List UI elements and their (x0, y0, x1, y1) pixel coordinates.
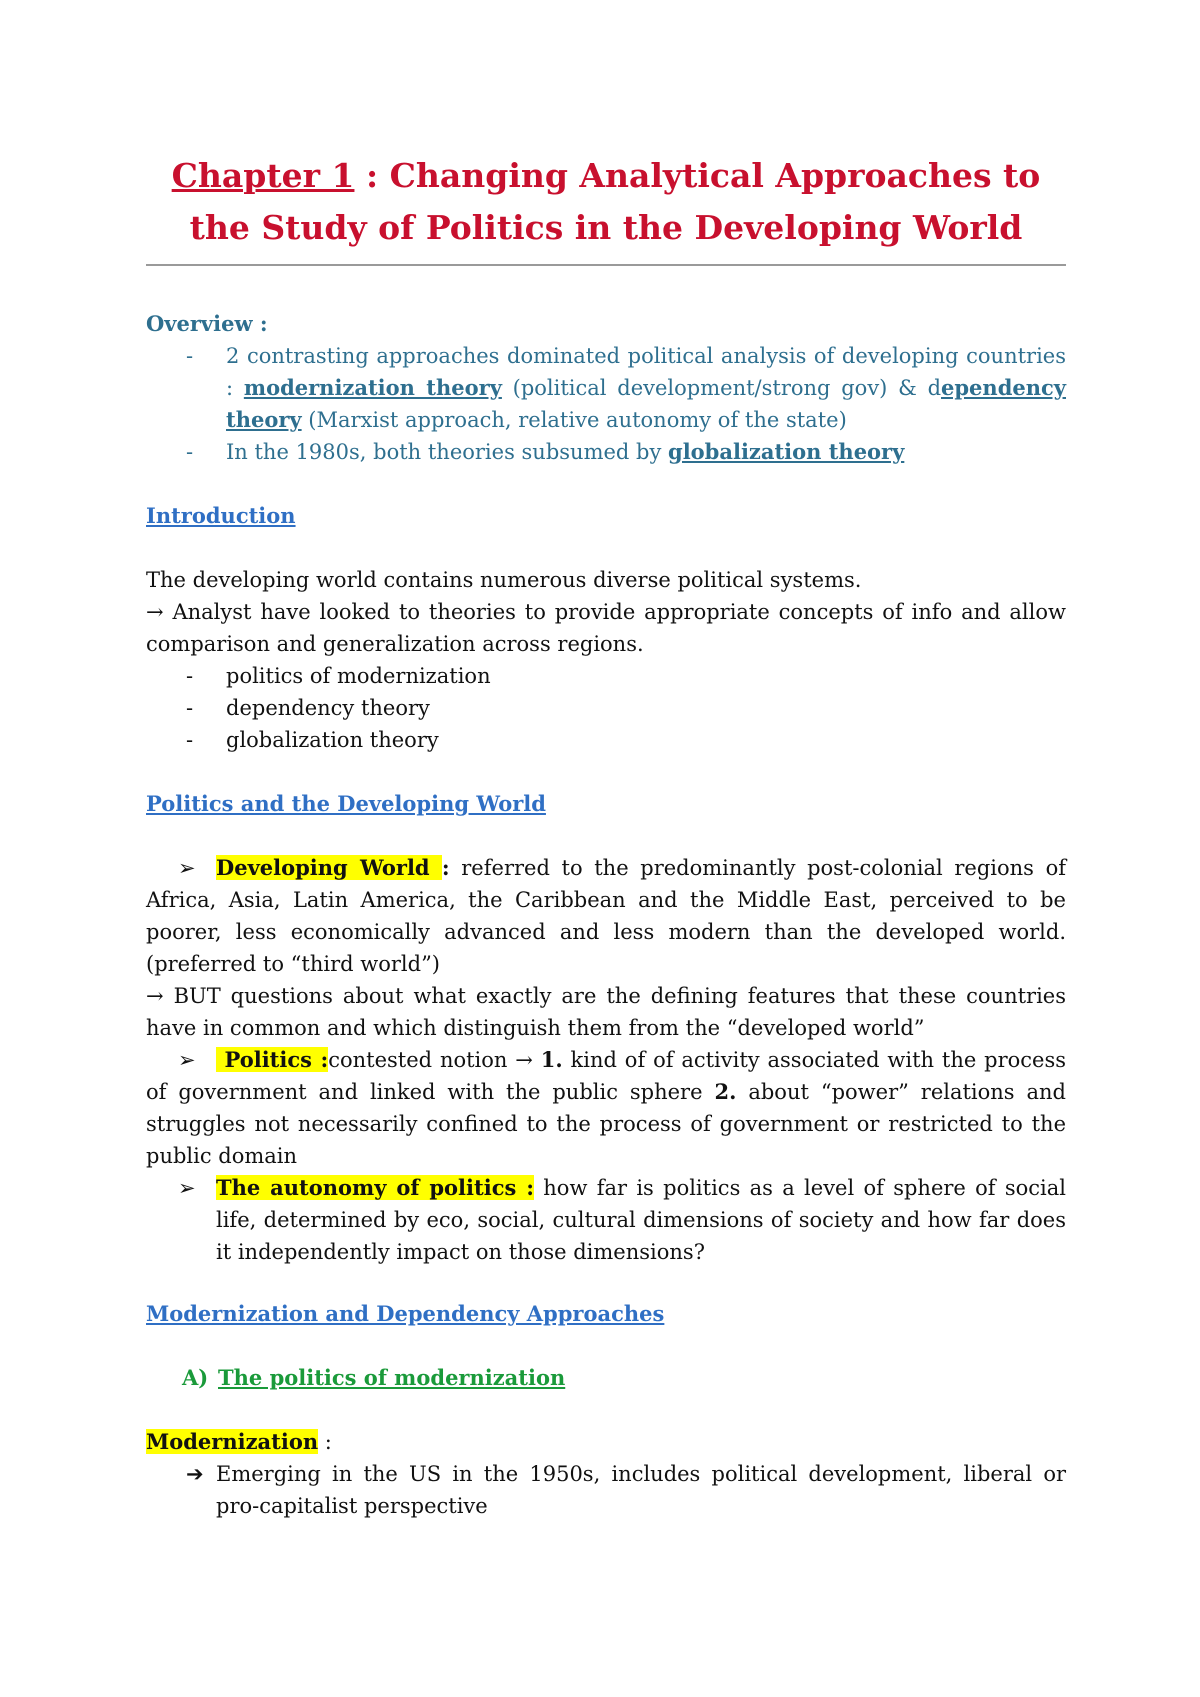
introduction-heading: Introduction (146, 503, 296, 528)
modernization-dependency-section (146, 1298, 1066, 1522)
overview-section (146, 308, 1066, 468)
title-line1-rest: : Changing Analytical Approaches to (354, 156, 1041, 195)
subsection-label: A) (182, 1365, 209, 1390)
intro-list-item-2: - dependency theory (186, 696, 430, 720)
term-developing-world: Developing World (216, 855, 442, 880)
title-divider (146, 264, 1066, 266)
overview-label: Overview : (146, 311, 268, 336)
intro-list-item-3: - globalization theory (186, 728, 439, 752)
mod-dep-heading: Modernization and Dependency Approaches (146, 1301, 665, 1326)
list-dash: - (186, 344, 194, 368)
overview-item-1 (146, 340, 1066, 436)
subsection-heading (146, 1362, 1066, 1394)
term-politics: Politics : (216, 1047, 329, 1072)
bullet-developing-world: ➢ Developing World : referred to the predominantly post-colonial regions of Africa, Asia, Latin America, the Caribbean and the Middle East, perceived to be poorer, less economically advanced and less modern than the developed world. (preferred to “third world”) (146, 852, 1066, 980)
introduction-section (146, 500, 1066, 756)
arrow-right-icon: ➔ (186, 1462, 204, 1486)
document-page (146, 150, 1066, 266)
dependency-link-part1: ependency (941, 375, 1066, 400)
bullet-autonomy: ➢ The autonomy of politics : how far is politics as a level of sphere of social life, determined by eco, social, cultural dimensions of society and how far does it independently impact on those dimensions? (146, 1172, 1066, 1268)
overview-item-2 (146, 436, 1066, 468)
overview-item-2-text: In the 1980s, both theories subsumed by globalization theory (226, 439, 905, 464)
modernization-bullet: ➔ Emerging in the US in the 1950s, includes political development, liberal or pro-capitalist perspective (146, 1458, 1066, 1522)
modernization-theory-link: modernization theory (243, 375, 502, 400)
arrowhead-icon: ➢ (178, 856, 196, 880)
intro-paragraph-2: → Analyst have looked to theories to provide appropriate concepts of info and allow comparison and generalization across regions. (146, 600, 1066, 656)
dependency-link-part2: theory (226, 407, 302, 432)
intro-paragraph-1: The developing world contains numerous diverse political systems. (146, 568, 862, 592)
term-autonomy-of-politics: The autonomy of politics : (216, 1175, 534, 1200)
subsection-title: The politics of modernization (218, 1365, 566, 1390)
term-modernization: Modernization (146, 1429, 319, 1454)
bullet-developing-world-cont: → BUT questions about what exactly are the defining features that these countries have in common and which distinguish them from the “developed world” (146, 984, 1066, 1040)
page-title (146, 150, 1066, 254)
arrowhead-icon: ➢ (178, 1176, 196, 1200)
list-dash: - (186, 440, 194, 464)
modernization-term-line: Modernization : (146, 1429, 332, 1454)
politics-dw-heading: Politics and the Developing World (146, 791, 546, 816)
title-line2: the Study of Politics in the Developing World (189, 208, 1023, 247)
bullet-politics: ➢ Politics :contested notion → 1. kind of of activity associated with the process of government and linked with the public sphere 2. about “power” relations and struggles not necessarily confined to the process of government or restricted to the public domain (146, 1044, 1066, 1172)
intro-list-item-1: - politics of modernization (186, 664, 491, 688)
chapter-label: Chapter 1 (171, 156, 355, 195)
politics-developing-world-section (146, 788, 1066, 1268)
globalization-theory-link: globalization theory (668, 439, 905, 464)
arrowhead-icon: ➢ (178, 1048, 196, 1072)
overview-item-1-text: 2 contrasting approaches dominated political analysis of developing countries : modernization theory (political development/strong gov) & dependency theory (Marxist approach, relative autonomy of the state) (226, 344, 1066, 432)
